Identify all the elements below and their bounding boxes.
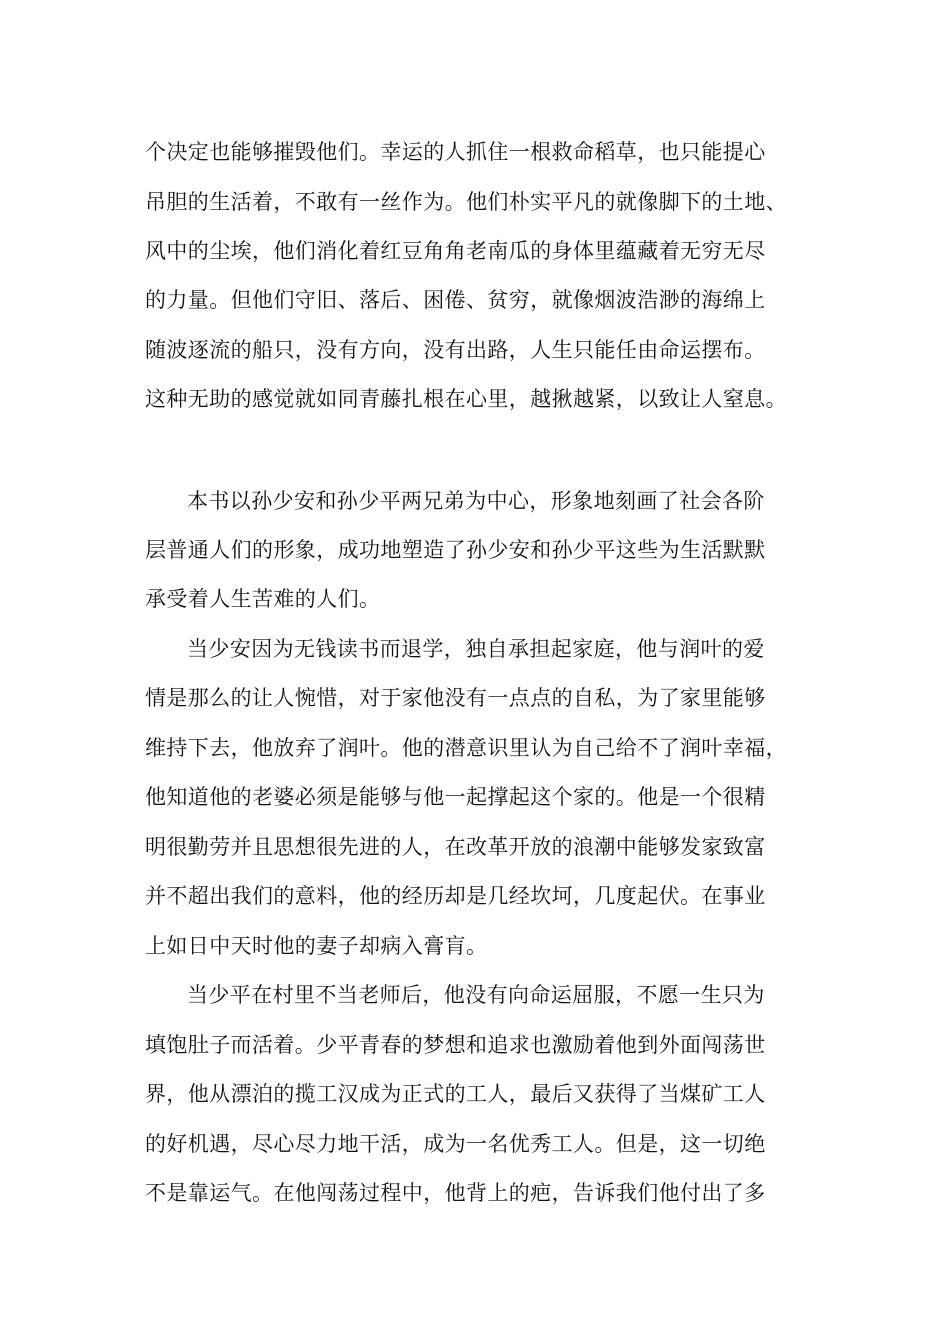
- text-line: 不是靠运气。在他闯荡过程中，他背上的疤，告诉我们他付出了多: [145, 1181, 766, 1205]
- text-line: 吊胆的生活着，不敢有一丝作为。他们朴实平凡的就像脚下的土地、: [145, 190, 787, 214]
- text-line: 情是那么的让人惋惜，对于家他没有一点点的自私，为了家里能够: [145, 686, 766, 710]
- text-line: 明很勤劳并且思想很先进的人，在改革开放的浪潮中能够发家致富: [145, 835, 766, 859]
- text-line: 随波逐流的船只，没有方向，没有出路，人生只能任由命运摆布。: [145, 338, 766, 362]
- text-line: 层普通人们的形象，成功地塑造了孙少安和孙少平这些为生活默默: [145, 538, 766, 562]
- text-line: 这种无助的感觉就如同青藤扎根在心里，越揪越紧，以致让人窒息。: [145, 387, 787, 411]
- text-line: 个决定也能够摧毁他们。幸运的人抓住一根救命稻草，也只能提心: [145, 140, 766, 164]
- text-line: 的好机遇，尽心尽力地干活，成为一名优秀工人。但是，这一切绝: [145, 1132, 766, 1156]
- text-line: 填饱肚子而活着。少平青春的梦想和追求也激励着他到外面闯荡世: [145, 1033, 766, 1057]
- text-line: 他知道他的老婆必须是能够与他一起撑起这个家的。他是一个很精: [145, 785, 766, 809]
- text-line: 承受着人生苦难的人们。: [145, 587, 381, 611]
- text-line: 维持下去，他放弃了润叶。他的潜意识里认为自己给不了润叶幸福，: [145, 736, 787, 760]
- text-line: 的力量。但他们守旧、落后、困倦、贫穷，就像烟波浩渺的海绵上: [145, 288, 766, 312]
- text-line: 风中的尘埃，他们消化着红豆角角老南瓜的身体里蕴藏着无穷无尽: [145, 239, 766, 263]
- paragraph-first-line: 本书以孙少安和孙少平两兄弟为中心，形象地刻画了社会各阶: [187, 489, 765, 513]
- text-line: 上如日中天时他的妻子却病入膏肓。: [145, 934, 488, 958]
- paragraph-first-line: 当少平在村里不当老师后，他没有向命运屈服，不愿一生只为: [187, 983, 765, 1007]
- paragraph-first-line: 当少安因为无钱读书而退学，独自承担起家庭，他与润叶的爱: [187, 637, 765, 661]
- text-line: 并不超出我们的意料，他的经历却是几经坎坷，几度起伏。在事业: [145, 884, 766, 908]
- text-line: 界，他从漂泊的揽工汉成为正式的工人，最后又获得了当煤矿工人: [145, 1082, 766, 1106]
